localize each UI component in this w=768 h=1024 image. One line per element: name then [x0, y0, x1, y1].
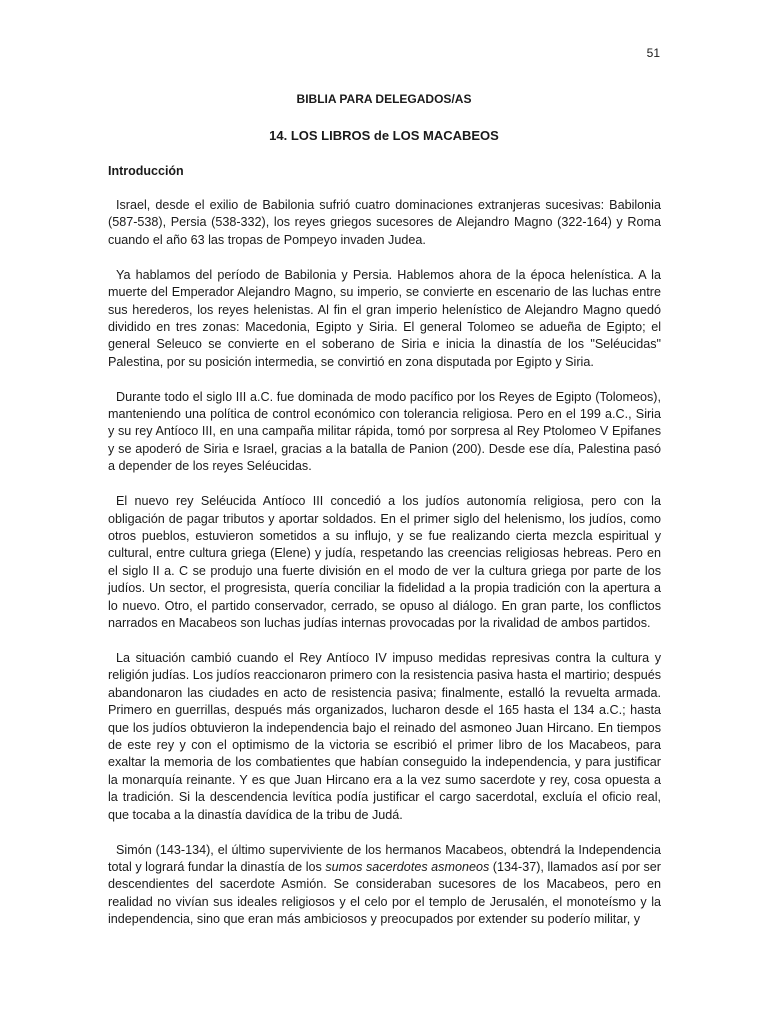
paragraph-text: (134-37), llamados así por ser descendientes del sacerdote Asmión. Se consideraban sucesores de los Macabeos, pero en realidad no vivían sus ideales religiosos y el celo por el templo de Jerusalén, el monoteísmo y la independencia, sino que eran más ambiciosos y preocupados por extender su poderío militar, y [108, 859, 661, 927]
paragraph [108, 842, 661, 929]
paragraph: Ya hablamos del período de Babilonia y Persia. Hablemos ahora de la época helenística. A la muerte del Emperador Alejandro Magno, su imperio, se convierte en escenario de las luchas entre sus herederos, los reyes helenistas. Al fin el gran imperio helenístico de Alejandro Magno quedó dividido en tres zonas: Macedonia, Egipto y Siria. El general Tolomeo se adueña de Egipto; el general Seleuco se convierte en el soberano de Siria e inicia la dinastía de los "Seléucidas" Palestina, por su posición intermedia, se convirtió en zona disputada por Egipto y Siria. [108, 267, 661, 369]
paragraph: Israel, desde el exilio de Babilonia sufrió cuatro dominaciones extranjeras sucesivas: Babilonia (587-538), Persia (538-332), los reyes griegos sucesores de Alejandro Magno (322-164) y Roma cuando el año 63 las tropas de Pompeyo invaden Judea. [108, 198, 661, 247]
section-heading: Introducción [108, 164, 184, 178]
paragraph: Durante todo el siglo III a.C. fue dominada de modo pacífico por los Reyes de Egipto (Tolomeos), manteniendo una política de control económico con tolerancia religiosa. Pero en el 199 a.C., Siria y su rey Antíoco III, en una campaña militar rápida, tomó por sorpresa al Rey Ptolomeo V Epifanes y se apoderó de Siria e Israel, gracias a la batalla de Panion (200). Desde ese día, Palestina pasó a depender de los reyes Seléucidas. [108, 389, 661, 474]
paragraph: La situación cambió cuando el Rey Antíoco IV impuso medidas represivas contra la cultura y religión judías. Los judíos reaccionaron primero con la resistencia pasiva hasta el martirio; después abandonaron las ciudades en acto de resistencia pasiva; finalmente, estalló la revuelta armada. Primero en guerrillas, después más organizados, lucharon desde el 165 hasta el 134 a.C.; hasta que los judíos obtuvieron la independencia bajo el reinado del asmoneo Juan Hircano. En tiempos de este rey y con el optimismo de la victoria se escribió el primer libro de los Macabeos, para exaltar la memoria de los combatientes que habían conseguido la independencia, y para justificar la monarquía reinante. Y es que Juan Hircano era a la vez sumo sacerdote y rey, cosa opuesta a la tradición. Si la descendencia levítica podía justificar el cargo sacerdotal, excluía el oficio real, que tocaba a la dinastía davídica de la tribu de Judá. [108, 650, 662, 822]
paragraph: El nuevo rey Seléucida Antíoco III concedió a los judíos autonomía religiosa, pero con la obligación de pagar tributos y aportar soldados. En el primer siglo del helenismo, los judíos, como otros pueblos, estuvieron sometidos a su influjo, y se fue realizando cierta mezcla espiritual y cultural, entre cultura griega (Elene) y judía, respetando las creencias religiosas hebreas. Pero en el siglo II a. C se produjo una fuerte división en el modo de ver la cultura griega por parte de los judíos. Un sector, el progresista, quería conciliar la fidelidad a la propia tradición con la apertura a lo nuevo. Otro, el partido conservador, cerrado, se opuso al diálogo. En gran parte, los conflictos narrados en Macabeos son luchas judías internas provocadas por la rivalidad de ambos partidos. [108, 494, 661, 631]
emphasized-term: sumos sacerdotes asmoneos [325, 859, 490, 874]
body-text [108, 197, 661, 929]
paragraph-text: Simón (143-134), el último superviviente de los hermanos Macabeos, obtendrá la Independencia total y logrará fundar la dinastía de los [108, 842, 661, 874]
chapter-title: 14. LOS LIBROS de LOS MACABEOS [269, 128, 499, 143]
page-number: 51 [646, 46, 660, 60]
document-title: BIBLIA PARA DELEGADOS/AS [296, 92, 472, 106]
